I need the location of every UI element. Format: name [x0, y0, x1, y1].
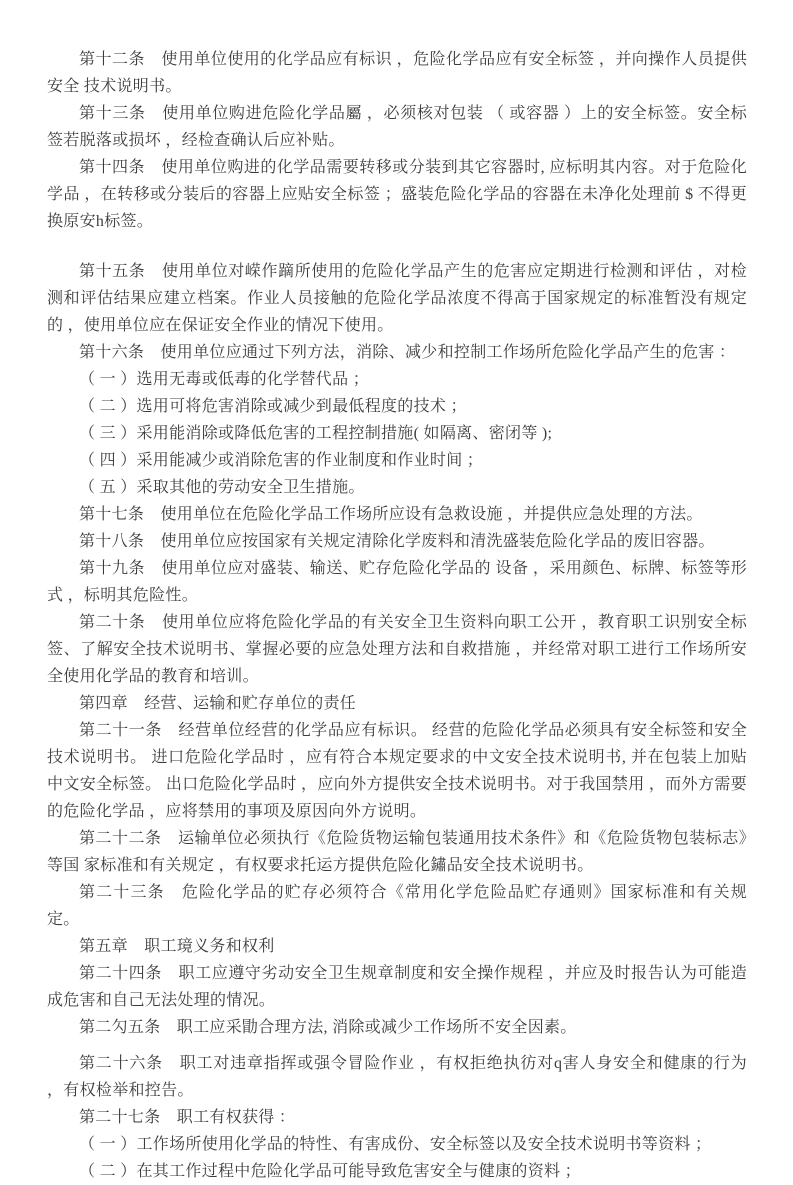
- paragraph-article-25: 第二勽五条 职工应采勖合理方法, 消除或减少工作场所不安全因素。: [79, 1019, 577, 1036]
- paragraph-article-15: 第十五条 使用单位对嵘作蹢所使用的危险化学品产生的危害应定期进行检测和评估 ，对检测和评估结果应建立档案。作业人员接触的危险化学品浓度不得高于国家规定的标准暂没有规定的 ，使用单位应在保证安全作业的情况下使用。: [47, 263, 747, 334]
- chapter-heading-5: 第五章 职工璄义务和权利: [79, 938, 275, 955]
- list-item-5: （ 五 ）采取其他的劳动安全卫生措施。: [79, 479, 365, 496]
- paragraph-article-24: 第二十四条 职工应遵守劣动安全卫生规章制度和安全操作规程 ，并应及时报告认为可能造成危害和自己无法处理的情况。: [47, 965, 747, 1009]
- chapter-heading-4: 第四章 经营、运输和贮存单位的责任: [79, 695, 357, 712]
- paragraph-article-22: 第二十二条 运输单位必须执行《危险货物运输包装通用技术条件》和《危险货物包装标志》等国 家标准和有关规定 ，有权要求托运方提供危险化鏽品安全技术说明书。: [47, 830, 747, 874]
- paragraph-article-13: 第十三条 使用单位购进危险化学品屬 ，必须核对包装 （ 或容器 ）上的安全标签。安全标签若脱落或损坏 ，经检查确认后应补贴。: [47, 105, 747, 149]
- paragraph-article-17: 第十七条 使用单位在危险化学品工作场所应设有急救设施 ，并提供应急处理的方法。: [79, 506, 703, 523]
- paragraph-article-16: 第十六条 使用单位应通过下列方法，消除、减少和控制工作场所危险化学品产生的危害 ：: [79, 344, 736, 361]
- paragraph-article-14: 第十四条 使用单位购进的化学品需要转移或分装到其它容器时, 应标明其内容。对于危险化学品 ，在转移或分装后的容器上应贴安全标签 ；盛装危险化学品的容器在未净化处理前 $ 不得更换原安h标签。: [47, 159, 747, 230]
- list-item-4: （ 四 ）采用能减少或消除危害的作业制度和作业时间 ；: [79, 452, 484, 469]
- list-item-3: （ 三 ）采用能消除或降低危害的工程控制措施( 如隔离、密闭等 );: [79, 425, 553, 442]
- paragraph-article-26: 第二十六条 职工对违章指挥或强令冒险作业 ，有权拒绝执彷对q害人身安全和健康的行为 ，有权检举和控告。: [47, 1055, 747, 1099]
- paragraph-article-20: 第二十条 使用单位应将危险化学品的有关安全卫生资料向职工公开 ，教育职工识别安全标签、了解安全技术说明书、掌握必要的应急处理方法和自救措施 ，并经常对职工进行工作场所安全使用化学品的教育和培训。: [47, 614, 747, 685]
- paragraph-article-27: 第二十七条 职工有权获得 ：: [79, 1109, 296, 1126]
- paragraph-article-18: 第十八条 使用单位应按国家有关规定清除化学废料和清洗盛装危险化学品的废旧容器。: [79, 533, 715, 550]
- list-item-2: （ 二 ）选用可将危害消除或减少到最低程度的技术 ；: [79, 398, 467, 415]
- paragraph-article-19: 第十九条 使用单位应对盛装、输送、贮存危险化学品的 设备 ，采用颜色、标牌、标签等形式 ，标明其危险性。: [47, 560, 747, 604]
- list-item-2b: （ 二 ）在其工作过程中危险化学品可能导致危害安全与健康的资料 ；: [79, 1163, 581, 1180]
- list-item-1: （ 一 ）选用无毒或低毒的化学替代品 ；: [79, 371, 370, 388]
- list-item-1b: （ 一 ）工作场所使用化学品的特性、有害成份、安全标签以及安全技术说明书等资料 ；: [79, 1136, 712, 1153]
- paragraph-article-23: 第二十三条 危险化学品的贮存必须符合《常用化学危险品贮存通则》国家标准和有关规定。: [47, 884, 747, 928]
- paragraph-article-12: 第十二条 使用单位使用的化学品应有标识 ，危险化学品应有安全标签 ，并向操作人员提供安全 技术说明书。: [47, 51, 747, 95]
- paragraph-article-21: 第二十一条 经营单位经营的化学品应有标识。 经营的危险化学品必须具有安全标签和安全技术说明书。 进口危险化学品时 ，应有符合本规定要求的中文安全技术说明书, 并在包装上加贴中文安全标签。 出口危险化学品时 ，应向外方提供安全技术说明书。对于我国禁用 ，而外方需要的危险化学品 ，应将禁用的事项及原因向外方说明。: [47, 722, 747, 820]
